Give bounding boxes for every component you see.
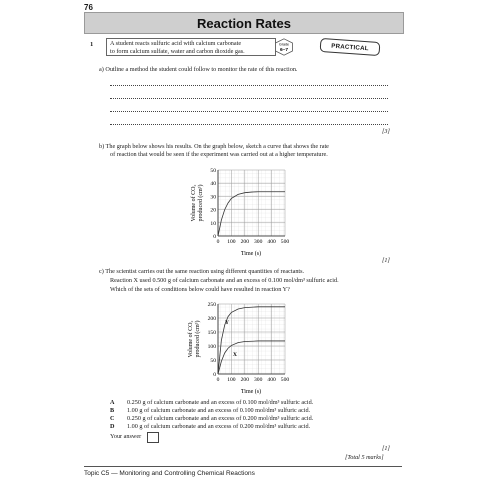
y-tick-label: 50	[210, 168, 216, 174]
y-tick-label: 10	[210, 220, 216, 227]
option-c-text: 0.250 g of calcium carbonate and an excess of 0.200 mol/dm³ sulfuric acid.	[127, 415, 314, 422]
grade-value: 6–7	[279, 48, 289, 53]
y-tick-label: 20	[210, 207, 216, 214]
answer-box[interactable]	[147, 432, 159, 443]
grade-badge	[274, 38, 294, 56]
question-intro-box	[106, 38, 276, 56]
chart-c-ylabel-line1: Volume of CO₂	[188, 320, 194, 358]
x-tick-label: 200	[240, 239, 249, 245]
chart-c-grid	[218, 304, 285, 374]
x-tick-label: 100	[227, 239, 236, 245]
part-c-line3: Which of the sets of conditions below could have resulted in reaction Y?	[110, 286, 290, 293]
footer-rule	[84, 466, 402, 467]
option-b-letter: B	[110, 407, 115, 414]
x-tick-label: 100	[227, 377, 236, 383]
x-tick-label: 200	[240, 377, 249, 383]
footer-text: Topic C5 — Monitoring and Controlling Chemical Reactions	[84, 470, 255, 477]
y-tick-label: 50	[210, 358, 216, 364]
part-c-line1: c) The scientist carries out the same reaction using different quantities of reactants.	[99, 268, 305, 275]
chart-b-ylabel-line1: Volume of CO₂	[191, 184, 197, 222]
y-tick-label: 200	[207, 316, 216, 322]
question-intro-line1: A student reacts sulfuric acid with calcium carbonate	[110, 40, 242, 47]
part-b-line1: b) The graph below shows his results. On the graph below, sketch a curve that shows the rate	[99, 143, 329, 150]
y-tick-label: 30	[210, 194, 216, 201]
x-tick-label: 0	[216, 377, 220, 383]
page-title: Reaction Rates	[197, 15, 291, 31]
x-tick-label: 300	[254, 239, 263, 245]
option-b-text: 1.00 g of calcium carbonate and an excess of 0.100 mol/dm³ sulfuric acid.	[127, 407, 311, 414]
chart-c	[180, 298, 300, 398]
y-tick-label: 0	[213, 234, 216, 240]
x-tick-label: 0	[216, 239, 220, 245]
y-tick-label: 250	[207, 302, 216, 308]
chart-c-xlabel: Time (s)	[240, 389, 262, 395]
y-tick-label: 0	[213, 372, 216, 378]
option-a-text: 0.250 g of calcium carbonate and an excess of 0.100 mol/dm³ sulfuric acid.	[127, 399, 314, 406]
your-answer-label: Your answer	[110, 433, 142, 440]
title-bar	[84, 12, 404, 34]
part-b-line2: of reaction that would be seen if the experiment was carried out at a higher temperature.	[110, 151, 328, 158]
part-a-marks: [3]	[382, 128, 390, 135]
grade-label: Grade	[279, 42, 289, 47]
x-tick-label: 500	[280, 377, 290, 383]
chart-c-label-x: X	[233, 352, 237, 358]
y-tick-label: 100	[207, 344, 216, 350]
option-c-letter: C	[110, 415, 115, 422]
part-c-line2: Reaction X used 0.500 g of calcium carbonate and an excess of 0.100 mol/dm³ sulfuric acid.	[110, 277, 339, 284]
question-number: 1	[90, 41, 94, 48]
option-a-letter: A	[110, 399, 115, 406]
part-a-text: a) Outline a method the student could follow to monitor the rate of this reaction.	[99, 66, 298, 73]
x-tick-label: 400	[267, 377, 276, 383]
page-number: 76	[84, 3, 93, 12]
answer-line[interactable]	[110, 85, 388, 86]
x-tick-label: 300	[254, 377, 263, 383]
chart-c-label-y: Y	[225, 320, 229, 326]
y-tick-label: 40	[210, 181, 216, 188]
chart-b-xlabel: Time (s)	[240, 251, 262, 257]
answer-line[interactable]	[110, 124, 388, 125]
chart-b-ylabel-line2: produced (cm³)	[198, 184, 204, 222]
x-tick-label: 500	[280, 239, 290, 245]
chart-b[interactable]	[180, 160, 300, 260]
chart-c-ylabel-line2: produced (cm³)	[195, 320, 201, 358]
answer-line[interactable]	[110, 111, 388, 112]
y-tick-label: 150	[207, 330, 216, 336]
question-intro-line2: to form calcium sulfate, water and carbon dioxide gas.	[110, 48, 245, 56]
answer-line[interactable]	[110, 98, 388, 99]
option-d-letter: D	[110, 423, 115, 430]
part-b-marks: [1]	[382, 257, 390, 264]
part-c-marks: [1]	[382, 445, 390, 452]
x-tick-label: 400	[267, 239, 276, 245]
total-marks: [Total 5 marks]	[345, 454, 384, 461]
option-d-text: 1.00 g of calcium carbonate and an excess of 0.200 mol/dm³ sulfuric acid.	[127, 423, 311, 430]
practical-stamp: PRACTICAL	[320, 38, 381, 56]
